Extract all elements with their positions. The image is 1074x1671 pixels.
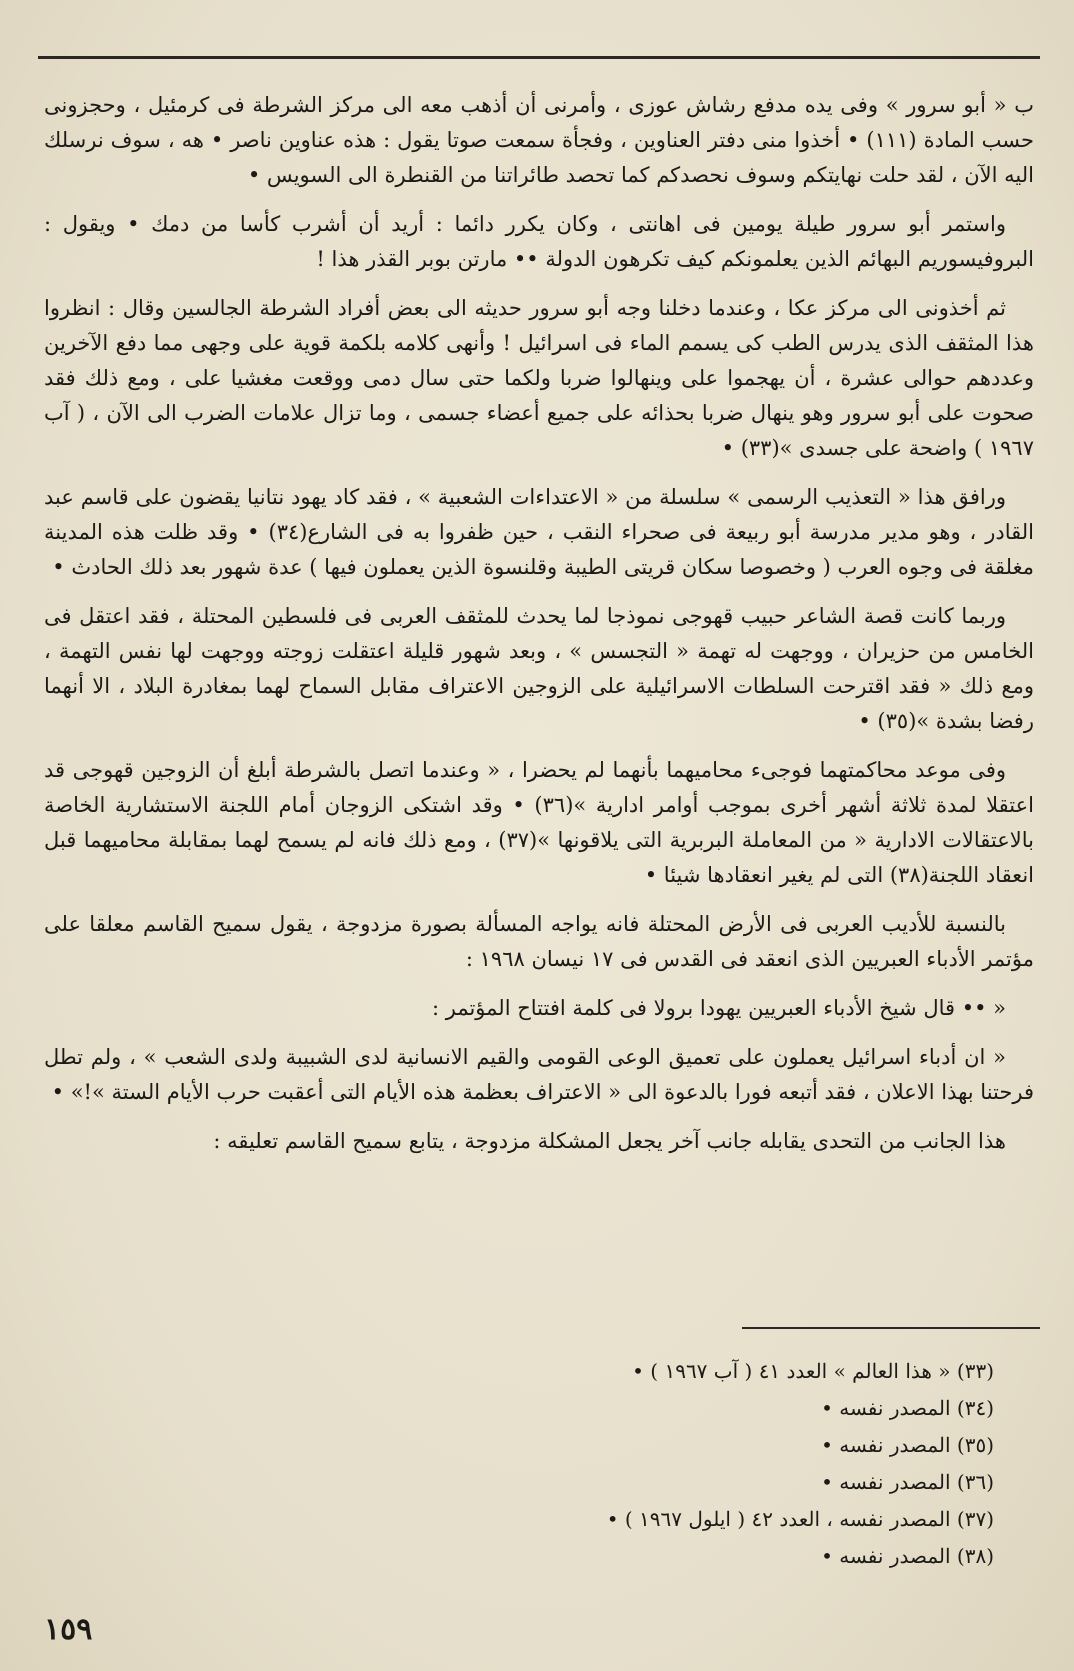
paragraph: واستمر أبو سرور طيلة يومين فى اهانتى ، وكان يكرر دائما : أريد أن أشرب كأسا من دمك • ويقول : البروفيسوريم البهائم الذين يعلمونكم كيف تكرهون الدولة •• مارتن بوبر القذر هذا !: [44, 212, 1034, 271]
footnote: (٣٨) المصدر نفسه •: [821, 1544, 994, 1568]
top-rule: [38, 56, 1040, 59]
footnote: (٣٥) المصدر نفسه •: [821, 1433, 994, 1457]
footnote: (٣٦) المصدر نفسه •: [821, 1470, 994, 1494]
footnote-rule: [742, 1327, 1040, 1329]
footnote: (٣٣) « هذا العالم » العدد ٤١ ( آب ١٩٦٧ ) •: [632, 1359, 994, 1383]
paragraph: « •• قال شيخ الأدباء العبريين يهودا برولا فى كلمة افتتاح المؤتمر :: [431, 996, 1006, 1020]
paragraph: وفى موعد محاكمتهما فوجىء محاميهما بأنهما لم يحضرا ، « وعندما اتصل بالشرطة أبلغ أن الزوجين قهوجى قد اعتقلا لمدة ثلاثة أشهر أخرى بموجب أوامر ادارية »(٣٦) • وقد اشتكى الزوجان أمام اللجنة الاستشارية الخاصة بالاعتقالات الادارية « من المعاملة البربرية التى يلاقونها »(٣٧) ، ومع ذلك فانه لم يسمح لهما بمقابلة محاميهما قبل انعقاد اللجنة(٣٨) التى لم يغير انعقادها شيئا •: [44, 758, 1034, 887]
paragraph: ب « أبو سرور » وفى يده مدفع رشاش عوزى ، وأمرنى أن أذهب معه الى مركز الشرطة فى كرمئيل ، وحجزونى حسب المادة (١١١) • أخذوا منى دفتر العناوين ، وفجأة سمعت صوتا يقول : هذه عناوين ناصر • هه ، سوف نرسلك اليه الآن ، لقد حلت نهايتكم وسوف نحصدكم كما تحصد طائراتنا من القنطرة الى السويس •: [44, 93, 1034, 187]
paragraph: ثم أخذونى الى مركز عكا ، وعندما دخلنا وجه أبو سرور حديثه الى بعض أفراد الشرطة الجالسين وقال : انظروا هذا المثقف الذى يدرس الطب كى يسمم الماء فى اسرائيل ! وأنهى كلامه بلكمة قوية على وجهى مما دفع الآخرين وعددهم حوالى عشرة ، أن يهجموا على وينهالوا ضربا ولكما حتى سال دمى ووقعت مغشيا على ، ومع ذلك فقد صحوت على أبو سرور وهو ينهال ضربا بحذائه على جميع أعضاء جسمى ، وما تزال علامات الضرب الى الآن ، ( آب ١٩٦٧ ) واضحة على جسدى »(٣٣) •: [44, 296, 1034, 460]
footnote: (٣٧) المصدر نفسه ، العدد ٤٢ ( ايلول ١٩٦٧ ) •: [606, 1507, 994, 1531]
body-text: [44, 88, 1034, 1173]
paragraph: هذا الجانب من التحدى يقابله جانب آخر يجعل المشكلة مزدوجة ، يتابع سميح القاسم تعليقه :: [213, 1129, 1006, 1153]
footnote: (٣٤) المصدر نفسه •: [821, 1396, 994, 1420]
page-number: ١٥٩: [44, 1612, 93, 1647]
paragraph: ورافق هذا « التعذيب الرسمى » سلسلة من « الاعتداءات الشعبية » ، فقد كاد يهود نتانيا يقضون على قاسم عبد القادر ، وهو مدير مدرسة أبو ربيعة فى صحراء النقب ، حين ظفروا به فى الشارع(٣٤) • وقد ظلت هذه المدينة مغلقة فى وجوه العرب ( وخصوصا سكان قريتى الطيبة وقلنسوة الذين يعملون فيها ) عدة شهور بعد ذلك الحادث •: [44, 485, 1034, 579]
paragraph: « ان أدباء اسرائيل يعملون على تعميق الوعى القومى والقيم الانسانية لدى الشبيبة ولدى الشعب » ، ولم تطل فرحتنا بهذا الاعلان ، فقد أتبعه فورا بالدعوة الى « الاعتراف بعظمة هذه الأيام التى أعقبت حرب الأيام الستة »!» •: [44, 1045, 1034, 1104]
footnotes: [300, 1353, 994, 1575]
paragraph: وربما كانت قصة الشاعر حبيب قهوجى نموذجا لما يحدث للمثقف العربى فى فلسطين المحتلة ، فقد اعتقل فى الخامس من حزيران ، ووجهت له تهمة « التجسس » ، وبعد شهور قليلة اعتقلت زوجته ووجهت لها نفس التهمة ، ومع ذلك « فقد اقترحت السلطات الاسرائيلية على الزوجين الاعتراف مقابل السماح لهما بمغادرة البلاد ، الا أنهما رفضا بشدة »(٣٥) •: [44, 604, 1034, 733]
paragraph: بالنسبة للأديب العربى فى الأرض المحتلة فانه يواجه المسألة بصورة مزدوجة ، يقول سميح القاسم معلقا على مؤتمر الأدباء العبريين الذى انعقد فى القدس فى ١٧ نيسان ١٩٦٨ :: [44, 912, 1034, 971]
